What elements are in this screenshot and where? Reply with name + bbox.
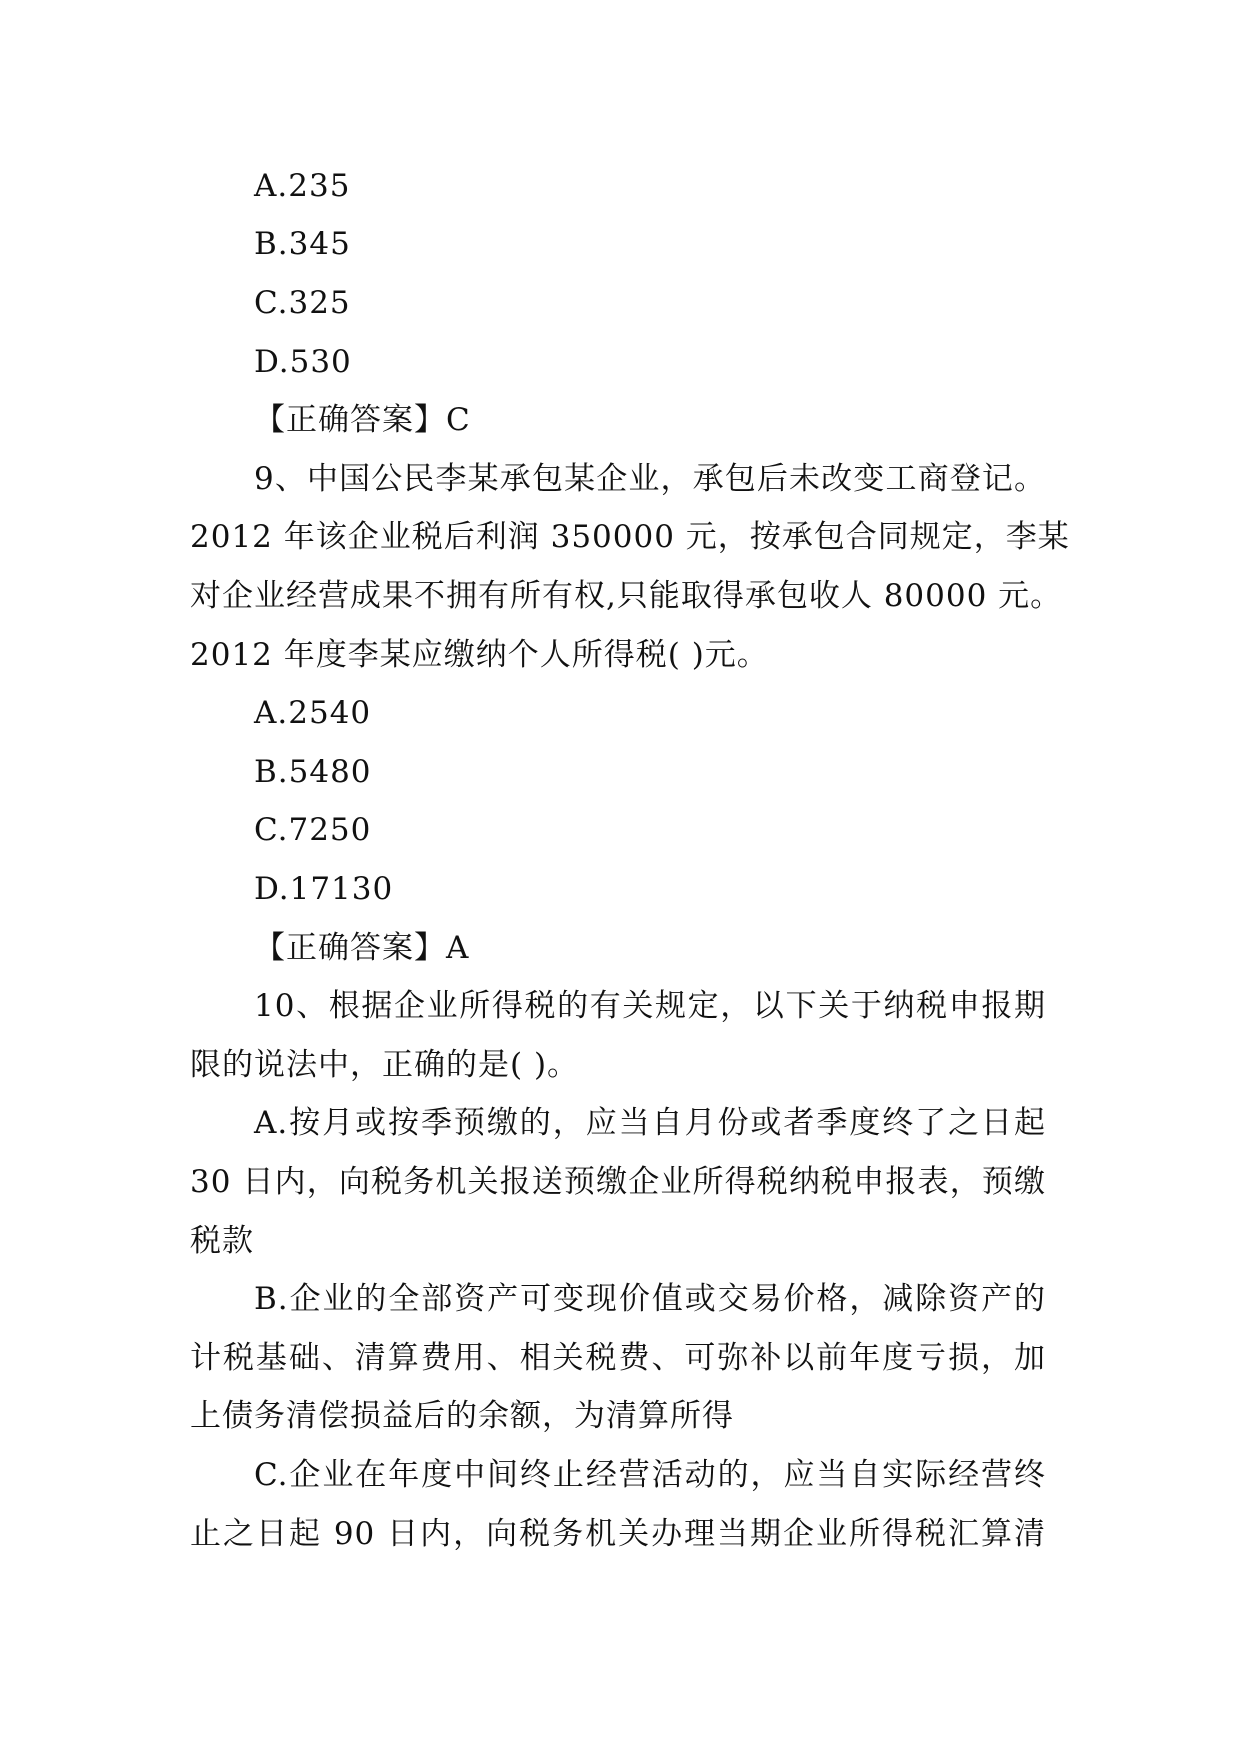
q10-option-a-line-3: 税款 — [190, 1223, 254, 1259]
q9-stem-line-1: 9、中国公民李某承包某企业，承包后未改变工商登记。 — [254, 461, 1046, 497]
q9-stem-line-4: 2012 年度李某应缴纳个人所得税( )元。 — [190, 637, 769, 673]
q10-stem-line-2: 限的说法中，正确的是( )。 — [190, 1047, 580, 1083]
q10-option-b-line-2: 计税基础、清算费用、相关税费、可弥补以前年度亏损，加 — [190, 1340, 1046, 1376]
q9-stem-line-3: 对企业经营成果不拥有所有权,只能取得承包收人 80000 元。 — [190, 578, 1063, 614]
q10-option-a-line-1: A.按月或按季预缴的，应当自月份或者季度终了之日起 — [254, 1105, 1046, 1141]
q8-option-c: C.325 — [254, 285, 351, 321]
q9-option-d: D.17130 — [254, 871, 394, 907]
q8-option-a: A.235 — [254, 168, 351, 204]
q8-correct-answer: 【正确答案】C — [254, 402, 471, 438]
q10-option-c-line-2: 止之日起 90 日内，向税务机关办理当期企业所得税汇算清 — [190, 1516, 1046, 1552]
q10-option-b-line-1: B.企业的全部资产可变现价值或交易价格，减除资产的 — [254, 1281, 1046, 1317]
q10-option-a-line-2: 30 日内，向税务机关报送预缴企业所得税纳税申报表，预缴 — [190, 1164, 1046, 1200]
q9-option-b: B.5480 — [254, 754, 372, 790]
q9-correct-answer: 【正确答案】A — [254, 930, 470, 966]
q8-option-b: B.345 — [254, 226, 351, 262]
q10-stem-line-1: 10、根据企业所得税的有关规定，以下关于纳税申报期 — [254, 988, 1046, 1024]
q9-stem-line-2: 2012 年该企业税后利润 350000 元，按承包合同规定，李某 — [190, 519, 1070, 555]
q10-option-b-line-3: 上债务清偿损益后的余额，为清算所得 — [190, 1398, 734, 1434]
q10-option-c-line-1: C.企业在年度中间终止经营活动的，应当自实际经营终 — [254, 1457, 1046, 1493]
q9-option-a: A.2540 — [254, 695, 372, 731]
q8-option-d: D.530 — [254, 344, 352, 380]
q9-option-c: C.7250 — [254, 812, 372, 848]
